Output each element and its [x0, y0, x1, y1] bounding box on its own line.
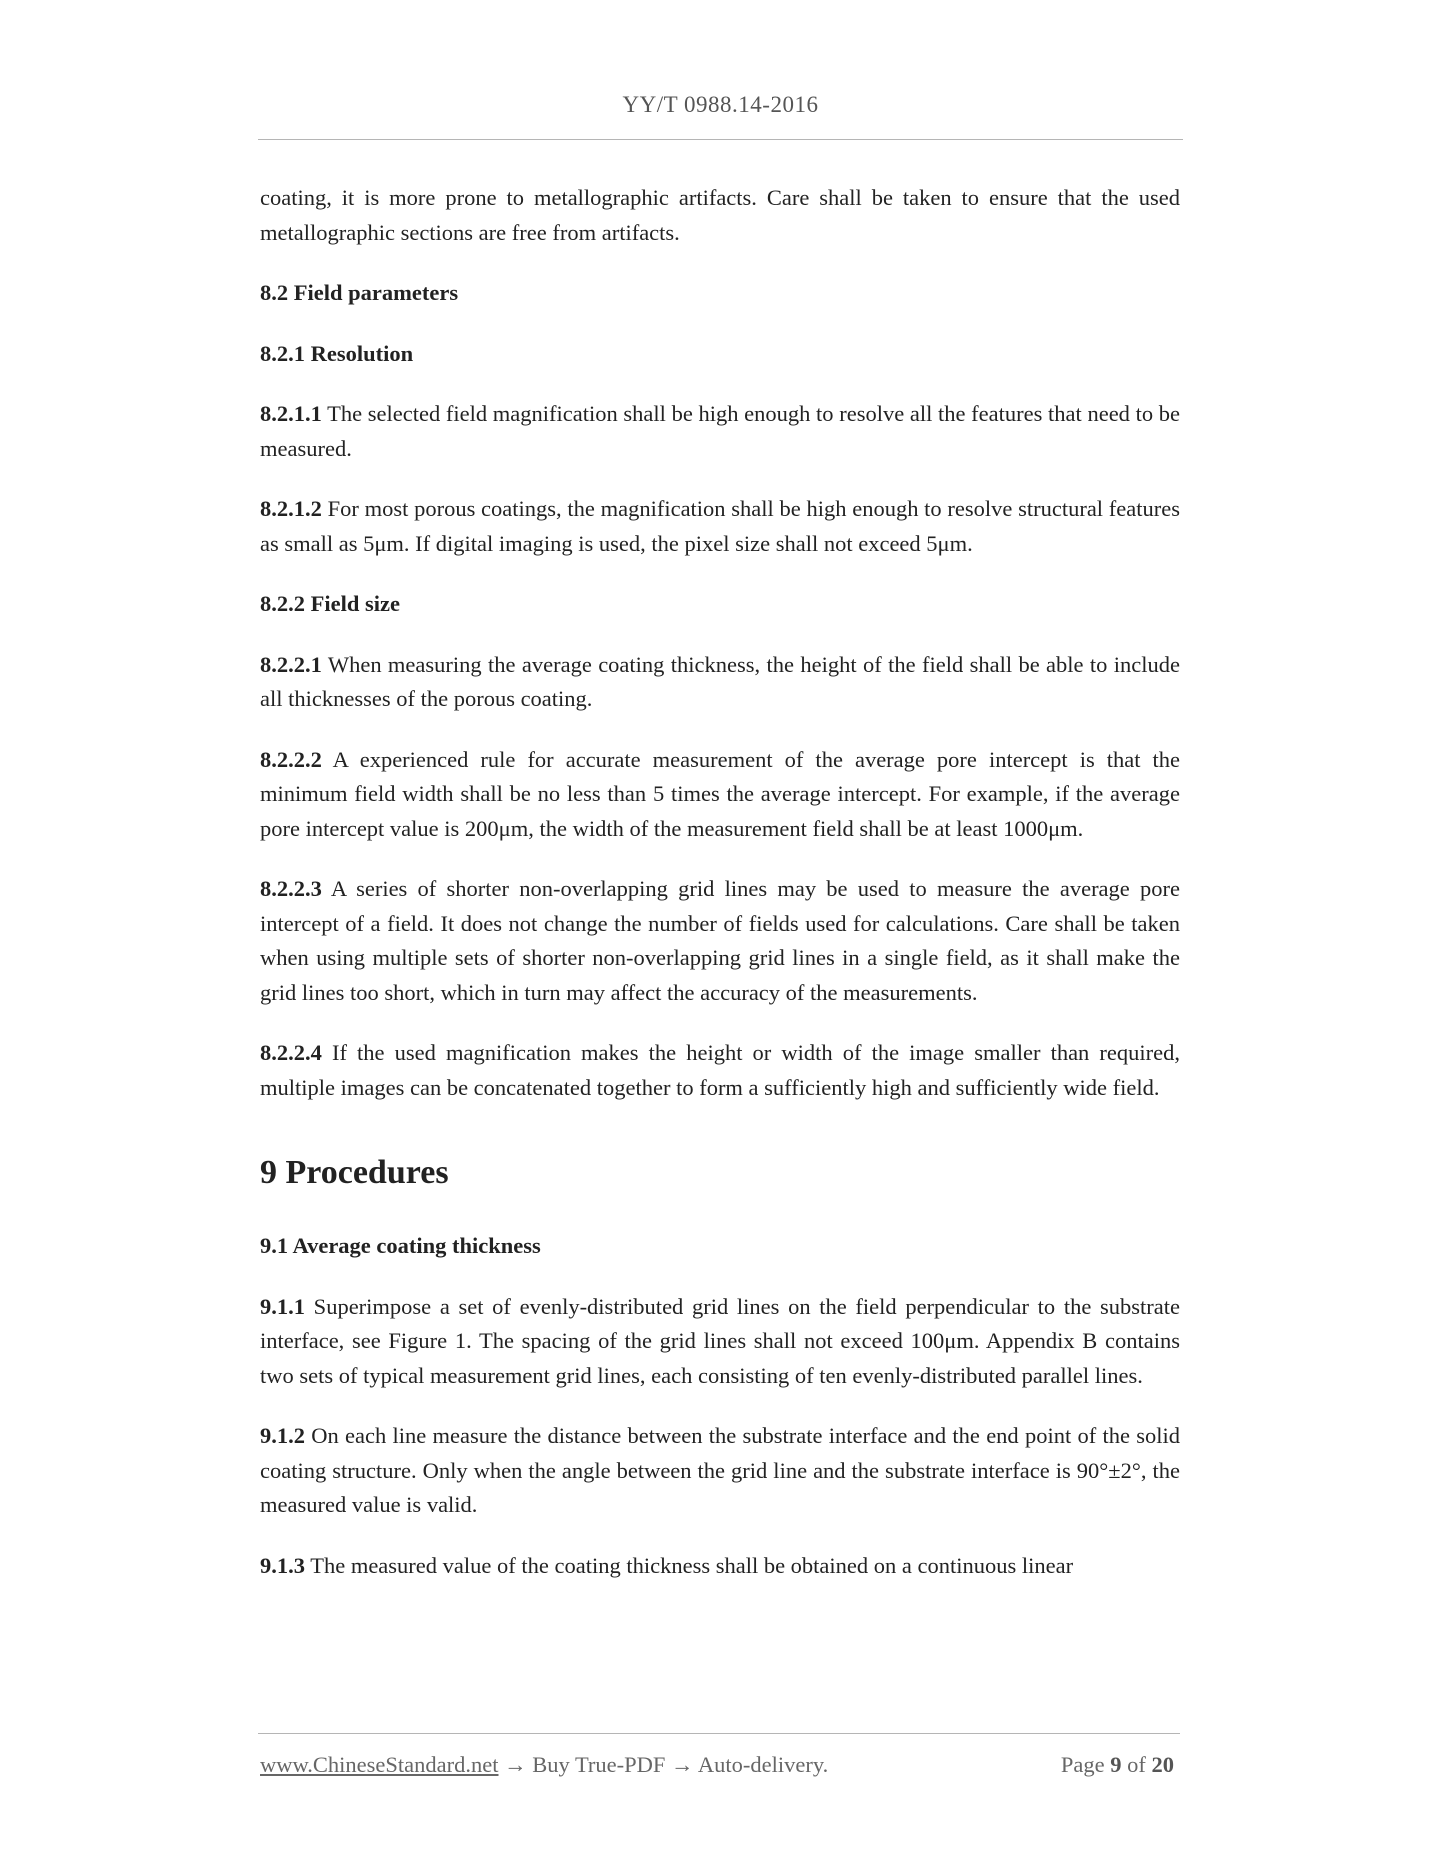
- clause-number: 9.1.2: [260, 1423, 305, 1448]
- website-link[interactable]: www.ChineseStandard.net: [260, 1752, 499, 1777]
- clause-8-2-2-2: [260, 743, 1180, 847]
- clause-number: 9.1.3: [260, 1552, 305, 1578]
- clause-9-1-1: [260, 1290, 1180, 1394]
- clause-number: 9.1.1: [260, 1293, 305, 1319]
- clause-number: 8.2.2.4: [260, 1040, 322, 1065]
- clause-8-2-1-2: [260, 492, 1180, 561]
- clause-9-1-3: [260, 1549, 1180, 1584]
- total-pages: 20: [1151, 1752, 1174, 1777]
- page-indicator: [1061, 1752, 1174, 1778]
- page-footer: [260, 1752, 1180, 1782]
- clause-number: 8.2.1.2: [260, 496, 322, 521]
- document-code-header: YY/T 0988.14-2016: [622, 92, 819, 117]
- of-label: of: [1127, 1752, 1146, 1777]
- heading-8-2: 8.2 Field parameters: [260, 280, 459, 305]
- clause-8-2-2-1: [260, 648, 1180, 717]
- clause-text: If the used magnification makes the height or width of the image smaller than required, multiple images can be concatenated together to form a sufficiently high and sufficiently wide field.: [260, 1040, 1180, 1100]
- clause-8-2-1-1: [260, 397, 1180, 466]
- clause-text: A experienced rule for accurate measurement of the average pore intercept is that the minimum field width shall be no less than 5 times the average intercept. For example, if the average pore intercept value is 200μm, the width of the measurement field shall be at least 1000μm.: [260, 746, 1180, 841]
- clause-text: A series of shorter non-overlapping grid lines may be used to measure the average pore intercept of a field. It does not change the number of fields used for calculations. Care shall be taken when using multiple sets of shorter non-overlapping grid lines in a single field, as it shall make the grid lines too short, which in turn may affect the accuracy of the measurements.: [260, 876, 1180, 1005]
- clause-text: On each line measure the distance between the substrate interface and the end point of the solid coating structure. Only when the angle between the grid line and the substrate interface is 90°±2°, the measured value is valid.: [260, 1423, 1180, 1517]
- heading-8-2-1: 8.2.1 Resolution: [260, 340, 414, 366]
- clause-text: Superimpose a set of evenly-distributed grid lines on the field perpendicular to the substrate interface, see Figure 1. The spacing of the grid lines shall not exceed 100μm. Appendix B contains two sets of typical measurement grid lines, each consisting of ten evenly-distributed parallel lines.: [260, 1293, 1180, 1388]
- clause-number: 8.2.2.3: [260, 876, 322, 901]
- clause-text: For most porous coatings, the magnification shall be high enough to resolve structural features as small as 5μm. If digital imaging is used, the pixel size shall not exceed 5μm.: [260, 496, 1180, 556]
- heading-9-1: 9.1 Average coating thickness: [260, 1233, 541, 1258]
- clause-8-2-2-3: [260, 872, 1180, 1010]
- clause-text: The measured value of the coating thickness shall be obtained on a continuous linear: [305, 1552, 1074, 1578]
- clause-8-2-2-4: [260, 1036, 1180, 1105]
- clause-number: 8.2.2.1: [260, 651, 322, 677]
- footer-tagline: → Buy True-PDF → Auto-delivery.: [498, 1752, 829, 1777]
- clause-text: When measuring the average coating thickness, the height of the field shall be able to include all thicknesses of the porous coating.: [260, 651, 1180, 711]
- page-label: Page: [1060, 1752, 1105, 1777]
- heading-8-2-2: 8.2.2 Field size: [260, 591, 400, 616]
- footer-promo: [260, 1752, 828, 1778]
- clause-number: 8.2.2.2: [260, 746, 322, 772]
- paragraph-continuation: coating, it is more prone to metallographic artifacts. Care shall be taken to ensure that the used metallographic sections are free from artifacts.: [260, 185, 1180, 245]
- heading-9-procedures: 9 Procedures: [260, 1154, 449, 1191]
- clause-number: 8.2.1.1: [260, 401, 322, 426]
- footer-divider: [258, 1733, 1180, 1734]
- header-divider: [258, 139, 1183, 140]
- clause-text: The selected field magnification shall be high enough to resolve all the features that need to be measured.: [260, 401, 1180, 461]
- clause-9-1-2: [260, 1419, 1180, 1523]
- current-page-number: 9: [1110, 1752, 1122, 1777]
- page-content: [260, 181, 1180, 1609]
